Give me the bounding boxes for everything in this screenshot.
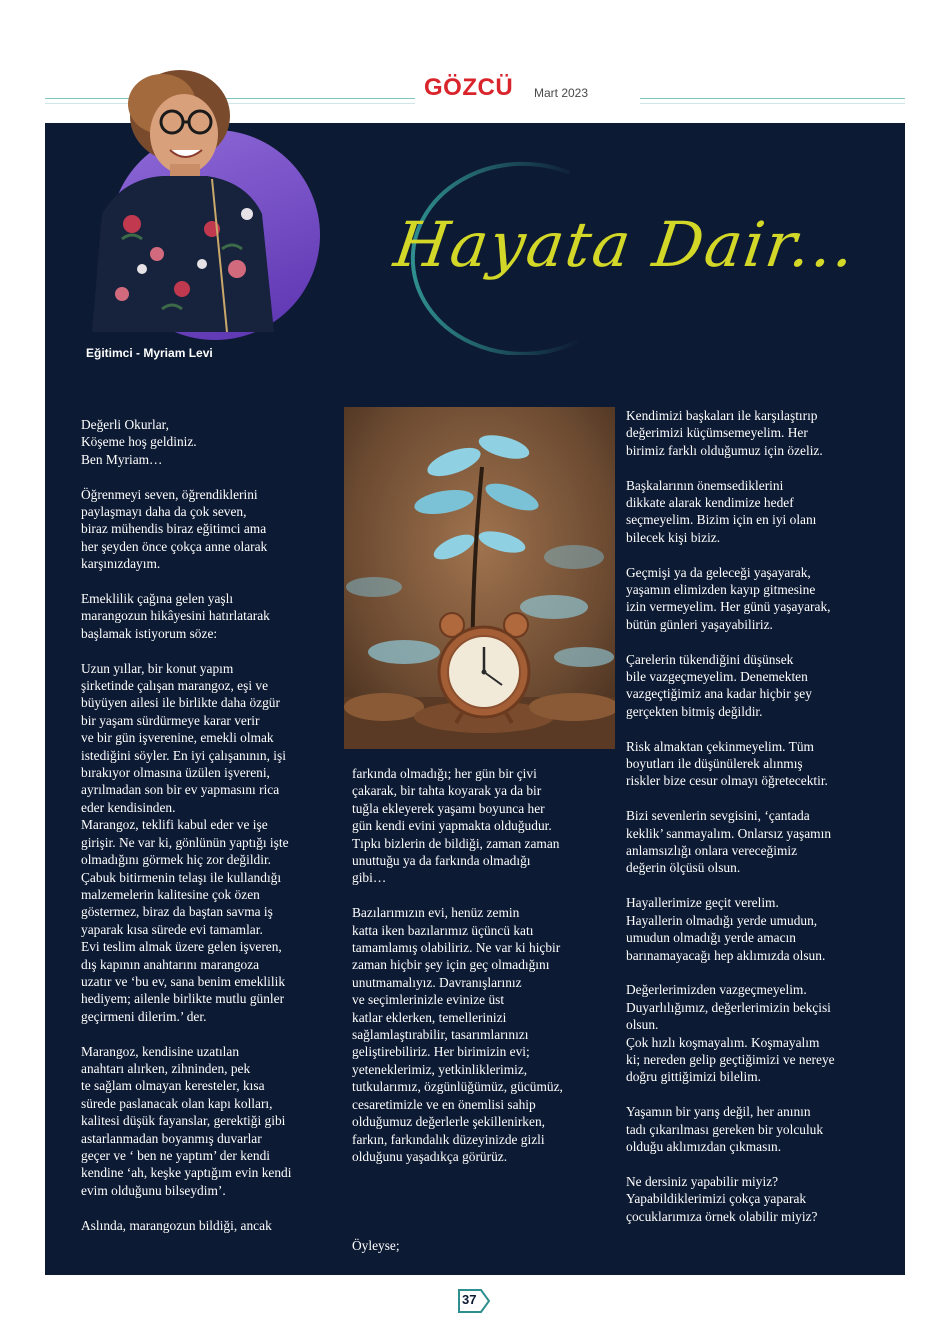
clock-sapling-illustration [344, 407, 615, 749]
text-column-2 [352, 765, 607, 1183]
paragraph: Risk almaktan çekinmeyelim. Tüm boyutları ile düşünülerek alınmış riskler bize cesur olmayı öğretecektir. [626, 738, 828, 789]
article-photo-clock-sapling [344, 407, 615, 749]
text-column-1 [81, 416, 333, 1251]
paragraph: Değerlerimizden vazgeçmeyelim. Duyarlılığımız, değerlerimizin bekçisi olsun. Çok hızlı koşmayalım. Koşmayalım ki; nereden gelip geçtiğimizi ve nereye doğru gittiğimizi bilelim. [626, 982, 835, 1085]
paragraph: Bazılarımızın evi, henüz zemin katta iken bazılarımız üçüncü katı tamamlamış olabiliriz. Ne var ki hiçbir zaman hiçbir şey için geç olmadığını unutmamalıyız. Davranışlarınız ve seçimlerinizle evinize üst katlar eklerken, temellerinizi sağlamlaştırabilir, tasarımlarınızı geliştirebiliriz. Her birimizin evi; yeteneklerimiz, yetkinliklerimiz, tutkularımız, özgünlüğümüz, gücümüz, cesaretimizle ve en önemlisi sahip olduğumuz değerlerle şekillenirken, farkın, farkındalık düzeyinizde gizli olduğunu yaşadıkça görürüz. [352, 905, 563, 1164]
paragraph: Öğrenmeyi seven, öğrendiklerini paylaşmayı daha da çok seven, biraz mühendis biraz eğitimci ama her şeyden önce çokça anne olarak karşınızdayım. [81, 486, 268, 572]
paragraph: Kendimizi başkaları ile karşılaştırıp değerimizi küçümsemeyelim. Her birimiz farklı olduğumuz için özeliz. [626, 408, 823, 458]
paragraph: farkında olmadığı; her gün bir çivi çakarak, bir tahta koyarak ya da bir tuğla ekleyerek yaşamı boyunca her gün kendi evini yapmakta olduğudur. Tıpkı bizlerin de bildiği, zaman zaman unuttuğu ya da farkında olmadığı gibi… [352, 766, 560, 886]
paragraph: Aslında, marangozun bildiği, ancak [81, 1217, 272, 1233]
author-caption: Eğitimci - Myriam Levi [86, 346, 213, 360]
paragraph: Ne dersiniz yapabilir miyiz? Yapabildiklerimizi çokça yaparak çocuklarımıza örnek olabilir miyiz? [626, 1173, 818, 1224]
article-title: Hayata Dair... [389, 208, 862, 281]
header-rule-right-sub [640, 103, 905, 104]
paragraph: Yaşamın bir yarış değil, her anının tadı çıkarılması gereken bir yolculuk olduğu aklımızdan çıkmasın. [626, 1104, 824, 1154]
magazine-logo: GÖZCÜ [424, 74, 514, 101]
text-column-3 [626, 407, 876, 1242]
paragraph: Hayallerimize geçit verelim. Hayallerin olmadığı yerde umudun, umudun olmadığı yerde amacın barınamayacağı hep aklımızda olsun. [626, 895, 826, 963]
paragraph: Bizi sevenlerin sevgisini, ‘çantada keklik’ sanmayalım. Onlarsız yaşamın anlamsızlığı onlara vereceğimiz değerin ölçüsü olsun. [626, 808, 832, 876]
author-portrait-illustration [62, 64, 277, 332]
paragraph: Marangoz, kendisine uzatılan anahtarı alırken, zihninden, pek te sağlam olmayan keresteler, kısa sürede paslanacak olan kapı kolları, kalitesi düşük fayanslar, gerektiği gibi astarlanmadan boyanmış duvarlar geçer ve ‘ ben ne yaptım’ der kendi kendine ‘ah, keşke yaptığım evin kendi evim olduğunu bilseydim’. [81, 1043, 292, 1198]
closing-word: Öyleyse; [352, 1238, 400, 1253]
paragraph: Uzun yıllar, bir konut yapım şirketinde çalışan marangoz, eşi ve büyüyen ailesi ile birlikte daha özgür bir yaşam sürdürmeye karar verir ve bir gün işverenine, emekli olmak istediğini söyler. En iyi çalışanının, işi bırakıyor olmasına üzülen işvereni, ayrılmadan son bir ev yapmasını rica eder kendisinden. Marangoz, teklifi kabul eder ve işe girişir. Ne var ki, gönlünün yaptığı işte olmadığını görmek hiç zor değildir. Çabuk bitirmenin telaşı ile kullandığı malzemelerin kalitesine çok özen göstermez, biraz da baştan savma iş yaparak kısa sürede evi tamamlar. Evi teslim almak üzere gelen işveren, dış kapının anahtarını marangoza uzatır ve ‘bu ev, sana benim emeklilik hediyem; ailenle birlikte mutlu günler geçirmeni dilerim.’ der. [81, 660, 289, 1024]
paragraph: Başkalarının önemsediklerini dikkate alarak kendimize hedef seçmeyelim. Bizim için en iyi olanı bilecek kişi biziz. [626, 477, 817, 545]
paragraph: Geçmişi ya da geleceği yaşayarak, yaşamın elimizden kayıp gitmesine izin vermeyelim. Her günü yaşayarak, bütün günleri yaşayabiliriz. [626, 564, 831, 632]
paragraph: Emeklilik çağına gelen yaşlı marangozun hikâyesini hatırlatarak başlamak istiyorum söze: [81, 591, 270, 641]
page-number-badge [457, 1288, 491, 1314]
header-rule-right [640, 98, 905, 99]
paragraph: Çarelerin tükendiğini düşünsek bile vazgeçmeyelim. Denemekten vazgeçtiğimiz ana kadar hiçbir şey gerçekten bitmiş değildir. [626, 651, 812, 719]
author-portrait [62, 64, 277, 332]
page-number: 37 [462, 1292, 477, 1307]
paragraph: Değerli Okurlar, Köşeme hoş geldiniz. Ben Myriam… [81, 417, 197, 467]
issue-date: Mart 2023 [534, 86, 589, 100]
